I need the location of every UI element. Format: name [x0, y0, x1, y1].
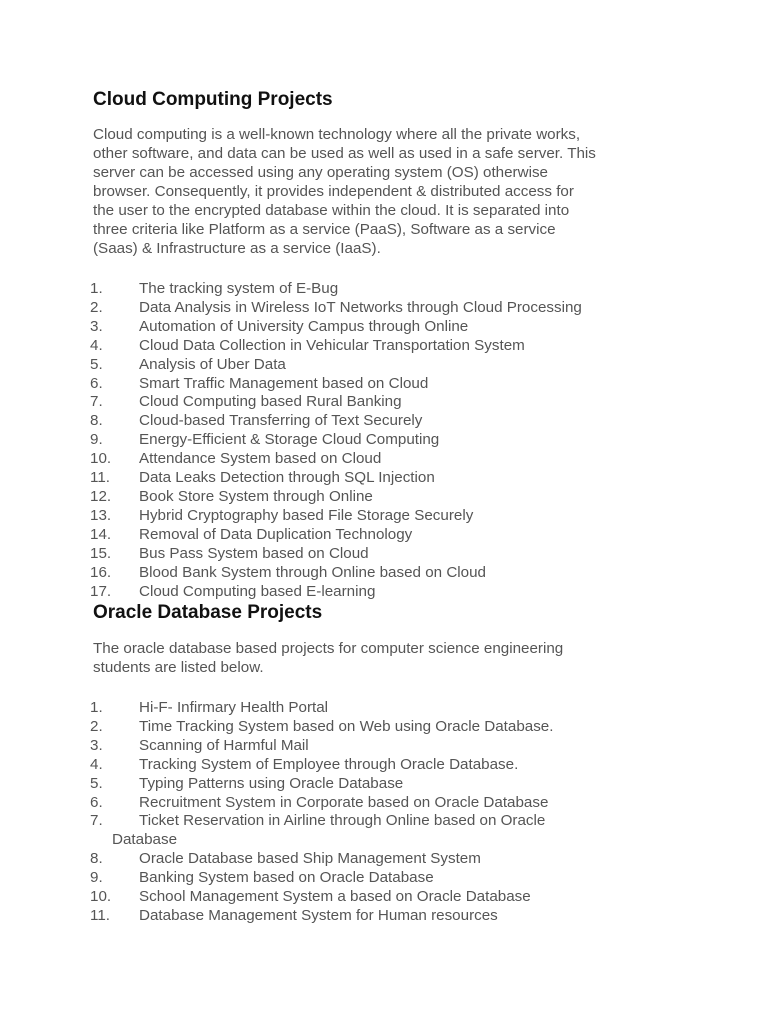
- intro-line: three criteria like Platform as a service (PaaS), Software as a service: [93, 221, 556, 238]
- intro-line: students are listed below.: [93, 659, 264, 676]
- list-item: 2. Time Tracking System based on Web using Oracle Database.: [90, 717, 554, 735]
- list-item: 7. Cloud Computing based Rural Banking: [90, 393, 402, 411]
- intro-line: Cloud computing is a well-known technology where all the private works,: [93, 126, 581, 143]
- list-item: 6. Smart Traffic Management based on Cloud: [90, 374, 429, 392]
- section-title-cloud-computing: Cloud Computing Projects: [93, 89, 333, 110]
- list-item: 5. Typing Patterns using Oracle Database: [90, 774, 404, 792]
- intro-line: (Saas) & Infrastructure as a service (IaaS).: [93, 240, 381, 257]
- list-item: 11. Data Leaks Detection through SQL Injection: [90, 469, 435, 487]
- list-item: 10. School Management System a based on Oracle Database: [90, 888, 531, 906]
- oracle-project-list: [0, 699, 768, 926]
- list-item: 1. The tracking system of E-Bug: [90, 280, 339, 297]
- section-intro-oracle-database: [93, 639, 693, 677]
- list-item: 13. Hybrid Cryptography based File Storage Securely: [90, 506, 474, 524]
- list-item: 4. Cloud Data Collection in Vehicular Transportation System: [90, 336, 525, 354]
- intro-line: server can be accessed using any operating system (OS) otherwise: [93, 164, 548, 181]
- intro-line: The oracle database based projects for computer science engineering: [93, 640, 564, 657]
- list-item: 17. Cloud Computing based E-learning: [90, 582, 376, 600]
- list-item: 1. Hi-F- Infirmary Health Portal: [90, 699, 329, 716]
- list-item: 8. Cloud-based Transferring of Text Securely: [90, 412, 423, 430]
- list-item: 16. Blood Bank System through Online based on Cloud: [90, 563, 486, 581]
- list-item: 10. Attendance System based on Cloud: [90, 450, 382, 468]
- list-item: 9. Energy-Efficient & Storage Cloud Computing: [90, 431, 440, 449]
- list-item: 15. Bus Pass System based on Cloud: [90, 544, 369, 562]
- list-item: 9. Banking System based on Oracle Database: [90, 869, 434, 887]
- list-item: 12. Book Store System through Online: [90, 487, 373, 505]
- intro-line: the user to the encrypted database within the cloud. It is separated into: [93, 202, 570, 219]
- list-item: 2. Data Analysis in Wireless IoT Networks through Cloud Processing: [90, 298, 582, 316]
- intro-line: other software, and data can be used as well as used in a safe server. This: [93, 145, 596, 162]
- section-title-oracle-database: Oracle Database Projects: [93, 602, 323, 623]
- list-item: 3. Automation of University Campus through Online: [90, 317, 469, 335]
- list-item-continuation: Database: [112, 831, 178, 849]
- list-item: 8. Oracle Database based Ship Management System: [90, 850, 481, 868]
- list-item: 5. Analysis of Uber Data: [90, 355, 286, 373]
- list-item: 4. Tracking System of Employee through Oracle Database.: [90, 755, 519, 773]
- list-item: 11. Database Management System for Human resources: [90, 906, 498, 924]
- list-item: 7. Ticket Reservation in Airline through Online based on Oracle Database: [0, 812, 768, 850]
- list-item: 6. Recruitment System in Corporate based on Oracle Database: [90, 793, 549, 811]
- intro-line: browser. Consequently, it provides independent & distributed access for: [93, 183, 574, 200]
- section-intro-cloud-computing: [93, 125, 693, 258]
- list-item: 3. Scanning of Harmful Mail: [90, 736, 309, 754]
- list-item: 14. Removal of Data Duplication Technology: [90, 525, 413, 543]
- cloud-project-list: [0, 280, 768, 601]
